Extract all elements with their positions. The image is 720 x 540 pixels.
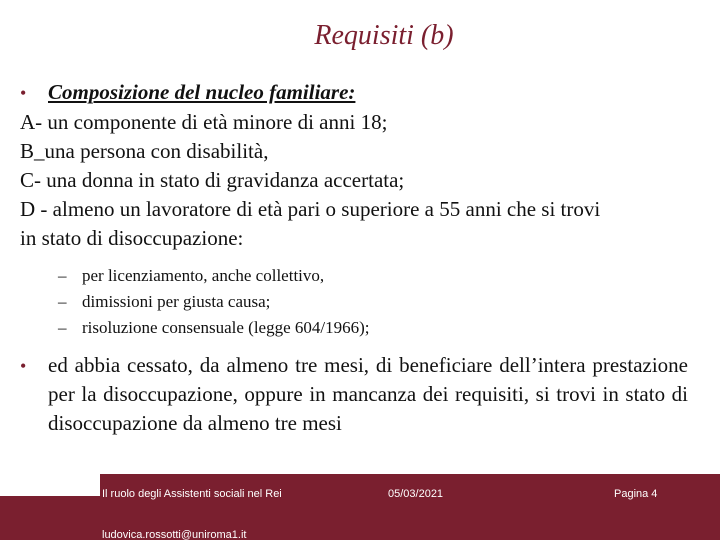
list-item-text: dimissioni per giusta causa;: [82, 292, 271, 311]
slide-footer: [0, 474, 720, 540]
dash-icon: –: [58, 266, 67, 285]
footer-left-block: [0, 496, 100, 540]
requirement-line-d-cont: in stato di disoccupazione:: [20, 226, 244, 250]
dash-icon: –: [58, 292, 67, 311]
list-item-text: risoluzione consensuale (legge 604/1966);: [82, 318, 370, 337]
composition-heading: Composizione del nucleo familiare:: [48, 80, 356, 104]
requirement-line-c: C- una donna in stato di gravidanza accertata;: [20, 168, 405, 192]
footer-email: ludovica.rossotti@uniroma1.it: [102, 529, 247, 540]
list-item: [58, 263, 688, 289]
requirement-line-a: A- un componente di età minore di anni 18;: [20, 110, 388, 134]
requirement-line-b: B_una persona con disabilità,: [20, 139, 269, 163]
cessation-text: ed abbia cessato, da almeno tre mesi, di beneficiare dell’intera prestazione per la disoccupazione, oppure in mancanza dei requisiti, si trovi in stato di disoccupazione da almeno tre mesi: [48, 353, 688, 435]
slide-content: [20, 78, 688, 438]
list-item: [58, 315, 688, 341]
unemployment-reasons-list: [58, 263, 688, 341]
bullet-item-composition: [20, 78, 688, 108]
footer-page-number: Pagina 4: [614, 488, 658, 500]
bullet-icon: •: [20, 356, 27, 376]
footer-date: 05/03/2021: [388, 488, 444, 500]
footer-course-title: Il ruolo degli Assistenti sociali nel Rei: [102, 488, 282, 500]
slide-title: Requisiti (b): [314, 20, 454, 51]
dash-icon: –: [58, 318, 67, 337]
bullet-icon: •: [20, 83, 27, 103]
requirement-line-d: D - almeno un lavoratore di età pari o superiore a 55 anni che si trovi: [20, 197, 601, 221]
bullet-item-cessation: [20, 351, 688, 438]
list-item: [58, 289, 688, 315]
list-item-text: per licenziamento, anche collettivo,: [82, 266, 325, 285]
